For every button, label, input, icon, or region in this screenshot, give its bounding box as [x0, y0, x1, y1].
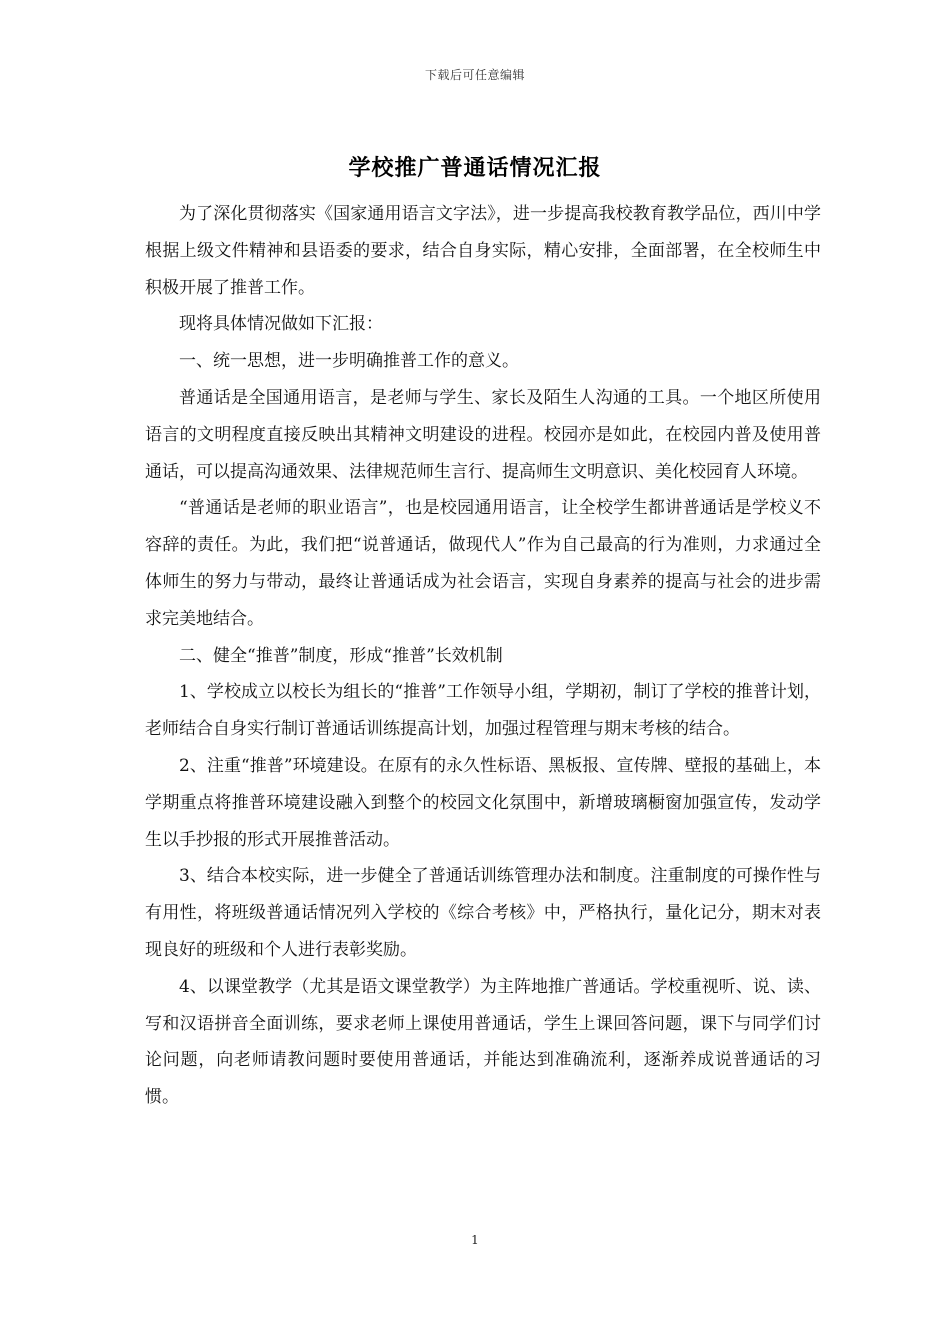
paragraph-intro: 为了深化贯彻落实《国家通用语言文字法》，进一步提高我校教育教学品位，西川中学根据上级文件精神和县语委的要求，结合自身实际，精心安排，全面部署，在全校师生中积极开展了推普工作。 — [145, 204, 821, 298]
paragraph-responsibility: “普通话是老师的职业语言”，也是校园通用语言，让全校学生都讲普通话是学校义不容辞的责任。为此，我们把“说普通话，做现代人”作为自己最高的行为准则，力求通过全体师生的努力与带动，最终让普通话成为社会语言，实现自身素养的提高与社会的进步需求完美地结合。 — [145, 498, 821, 629]
list-item-3: 3、结合本校实际，进一步健全了普通话训练管理办法和制度。注重制度的可操作性与有用性，将班级普通话情况列入学校的《综合考核》中，严格执行，量化记分，期末对表现良好的班级和个人进行表彰奖励。 — [145, 866, 821, 960]
header-note: 下载后可任意编辑 — [424, 68, 525, 82]
page-number: 1 — [471, 1233, 479, 1247]
document-title: 学校推广普通话情况汇报 — [348, 155, 602, 181]
paragraph-report-lead: 现将具体情况做如下汇报： — [179, 314, 383, 335]
list-item-1: 1、学校成立以校长为组长的“推普”工作领导小组，学期初，制订了学校的推普计划，老师结合自身实行制订普通话训练提高计划，加强过程管理与期末考核的结合。 — [145, 682, 821, 740]
list-item-4: 4、以课堂教学（尤其是语文课堂教学）为主阵地推广普通话。学校重视听、说、读、写和汉语拼音全面训练，要求老师上课使用普通话，学生上课回答问题，课下与同学们讨论问题，向老师请教问题时要使用普通话，并能达到准确流利，逐渐养成说普通话的习惯。 — [145, 976, 821, 1108]
paragraph-significance: 普通话是全国通用语言，是老师与学生、家长及陌生人沟通的工具。一个地区所使用语言的文明程度直接反映出其精神文明建设的进程。校园亦是如此，在校园内普及使用普通话，可以提高沟通效果、法律规范师生言行、提高师生文明意识、美化校园育人环境。 — [145, 387, 821, 482]
section-heading-1: 一、统一思想，进一步明确推普工作的意义。 — [179, 351, 519, 372]
list-item-2: 2、注重“推普”环境建设。在原有的永久性标语、黑板报、宣传牌、壁报的基础上，本学期重点将推普环境建设融入到整个的校园文化氛围中，新增玻璃橱窗加强宣传，发动学生以手抄报的形式开展推普活动。 — [145, 755, 821, 850]
document-body — [145, 196, 821, 1116]
section-heading-2: 二、健全“推普”制度，形成“推普”长效机制 — [179, 645, 503, 666]
